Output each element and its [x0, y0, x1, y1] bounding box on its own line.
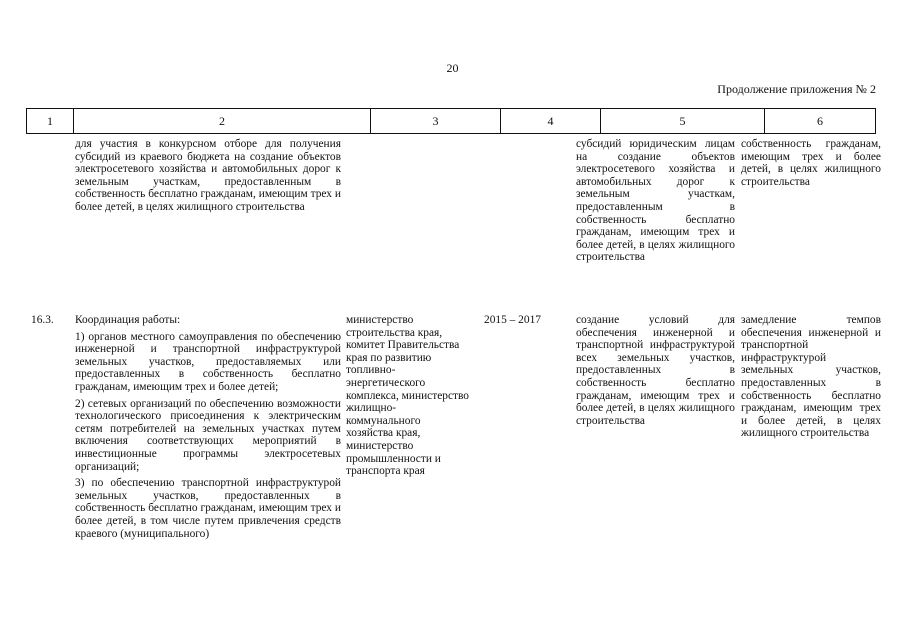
- prev-row-col5-text: субсидий юридическим лицам на создание объектов электросетевого хозяйства и автомобильных дорог к земельным участкам, предоставленным в собственность бесплатно гражданам, имеющим трех и более детей, в целях жилищного строительства: [576, 138, 735, 264]
- coordination-item-2: 2) сетевых организаций по обеспечению возможности технологического присоединения к электрическим сетям потребителей на земельных участках путем включения соответствующих мероприятий в инвестиционные программы электросетевых организаций;: [75, 397, 341, 473]
- header-col-5: 5: [601, 109, 765, 133]
- row-col2: [75, 314, 341, 544]
- coordination-item-3: 3) по обеспечению транспортной инфраструктурой земельных участков, предоставленных в собственность бесплатно гражданам, имеющим трех и более детей, в том числе путем привлечения средств краевого (муниципального): [75, 477, 341, 540]
- prev-row-col6-text: собственность гражданам, имеющим трех и более детей, в целях жилищного строительства: [741, 138, 881, 188]
- page-number: 20: [446, 61, 459, 75]
- consequences-text: замедление темпов обеспечения инженерной и транспортной инфраструктурой земельных участков, предоставленных в собственность бесплатно гражданам, имеющим трех и более детей, в целях жилищного строительства: [741, 314, 881, 440]
- header-col-2: 2: [74, 109, 371, 133]
- expected-result: создание условий для обеспечения инженерной и транспортной инфраструктурой всех земельных участков, предоставленных в собственность бесплатно гражданам, имеющим трех и более детей, в целях жилищного строительства: [576, 314, 735, 427]
- coordination-item-1: 1) органов местного самоуправления по обеспечению инженерной и транспортной инфраструктурой земельных участков, предоставляемых или предоставленных в собственность бесплатно гражданам, имеющим трех и более детей;: [75, 330, 341, 393]
- prev-row-col2-text: для участия в конкурсном отборе для получения субсидий из краевого бюджета на создание объектов электросетевого хозяйства и автомобильных дорог к земельным участкам, предоставленным в собственность бесплатно гражданам, имеющим трех и более детей, в целях жилищного строительства: [75, 138, 341, 213]
- row-number: 16.3.: [31, 314, 54, 326]
- header-col-4: 4: [501, 109, 601, 133]
- table-header-row: [26, 108, 876, 134]
- continuation-label: Продолжение приложения № 2: [717, 82, 876, 96]
- header-col-1: 1: [27, 109, 74, 133]
- header-col-6: 6: [817, 113, 823, 128]
- coordination-heading: Координация работы:: [75, 314, 181, 326]
- responsible-executors: министерство строительства края, комитет Правительства края по развитию топливно-энергетического комплекса, министерство жилищно-коммунального хозяйства края, министерство промышленности и транспорта края: [346, 314, 469, 478]
- header-col-3: 3: [371, 109, 501, 133]
- implementation-period: 2015 – 2017: [484, 314, 541, 326]
